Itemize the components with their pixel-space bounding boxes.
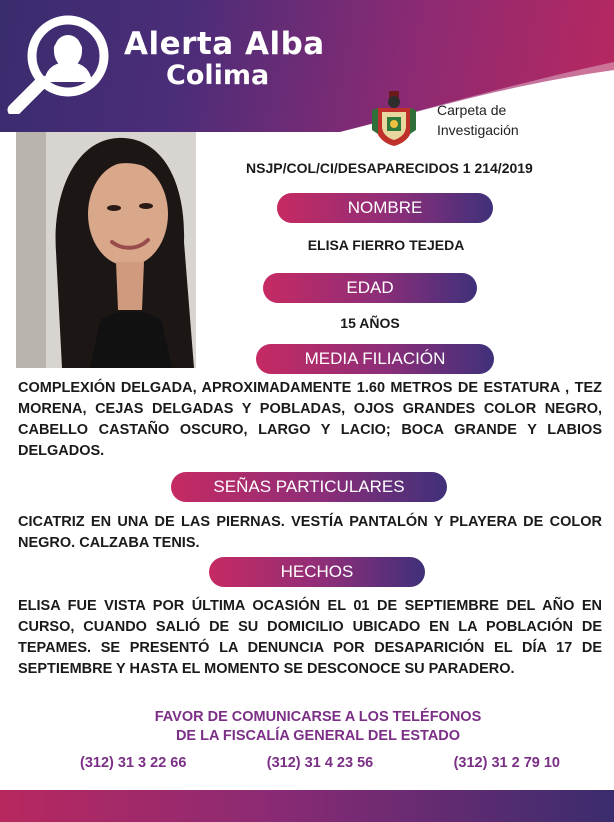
case-number: NSJP/COL/CI/DESAPARECIDOS 1 214/2019	[246, 160, 533, 176]
footer-band	[0, 790, 614, 822]
missing-person-photo	[16, 132, 196, 368]
senas-particulares-text: CICATRIZ EN UNA DE LAS PIERNAS. VESTÍA PANTALÓN Y PLAYERA DE COLOR NEGRO. CALZABA TENIS.	[18, 514, 602, 551]
phone-list	[80, 755, 560, 771]
carpeta-line-1: Carpeta de	[437, 102, 507, 118]
carpeta-line-2: Investigación	[437, 122, 519, 138]
colima-coat-of-arms-icon	[370, 90, 418, 148]
edad-label: EDAD	[263, 273, 477, 303]
alert-title: Alerta Alba	[124, 26, 325, 62]
phone-number[interactable]: (312) 31 3 22 66	[80, 755, 187, 771]
edad-value: 15 AÑOS	[340, 315, 400, 331]
magnifier-person-icon	[4, 10, 116, 114]
contact-line-1: FAVOR DE COMUNICARSE A LOS TELÉFONOS	[154, 709, 482, 725]
alert-subtitle: Colima	[166, 60, 270, 91]
hechos-text: ELISA FUE VISTA POR ÚLTIMA OCASIÓN EL 01 DE SEPTIEMBRE DEL AÑO EN CURSO, CUANDO SALIÓ DE SU DOMICILIO UBICADO EN LA POBLACIÓN DE TEPAMES. SE PRESENTÓ LA DENUNCIA POR DESAPARICIÓN EL DÍA 17 DE SEPTIEMBRE Y HASTA EL MOMENTO SE DESCONOCE SU PARADERO.	[18, 598, 602, 677]
nombre-label: NOMBRE	[277, 193, 493, 223]
senas-particulares-label: SEÑAS PARTICULARES	[171, 472, 447, 502]
nombre-value: ELISA FIERRO TEJEDA	[307, 237, 465, 253]
phone-number[interactable]: (312) 31 4 23 56	[266, 755, 374, 771]
hechos-label: HECHOS	[209, 557, 425, 587]
contact-line-2: DE LA FISCALÍA GENERAL DEL ESTADO	[175, 728, 461, 744]
media-filiacion-label: MEDIA FILIACIÓN	[256, 344, 494, 374]
media-filiacion-text: COMPLEXIÓN DELGADA, APROXIMADAMENTE 1.60 METROS DE ESTATURA , TEZ MORENA, CEJAS DELGADAS Y POBLADAS, OJOS GRANDES COLOR NEGRO, CABELLO CASTAÑO OSCURO, LARGO Y LACIO; BOCA GRANDE Y LABIOS DELGADOS.	[18, 380, 602, 459]
carpeta-label	[437, 100, 597, 140]
phone-number[interactable]: (312) 31 2 79 10	[453, 755, 560, 771]
